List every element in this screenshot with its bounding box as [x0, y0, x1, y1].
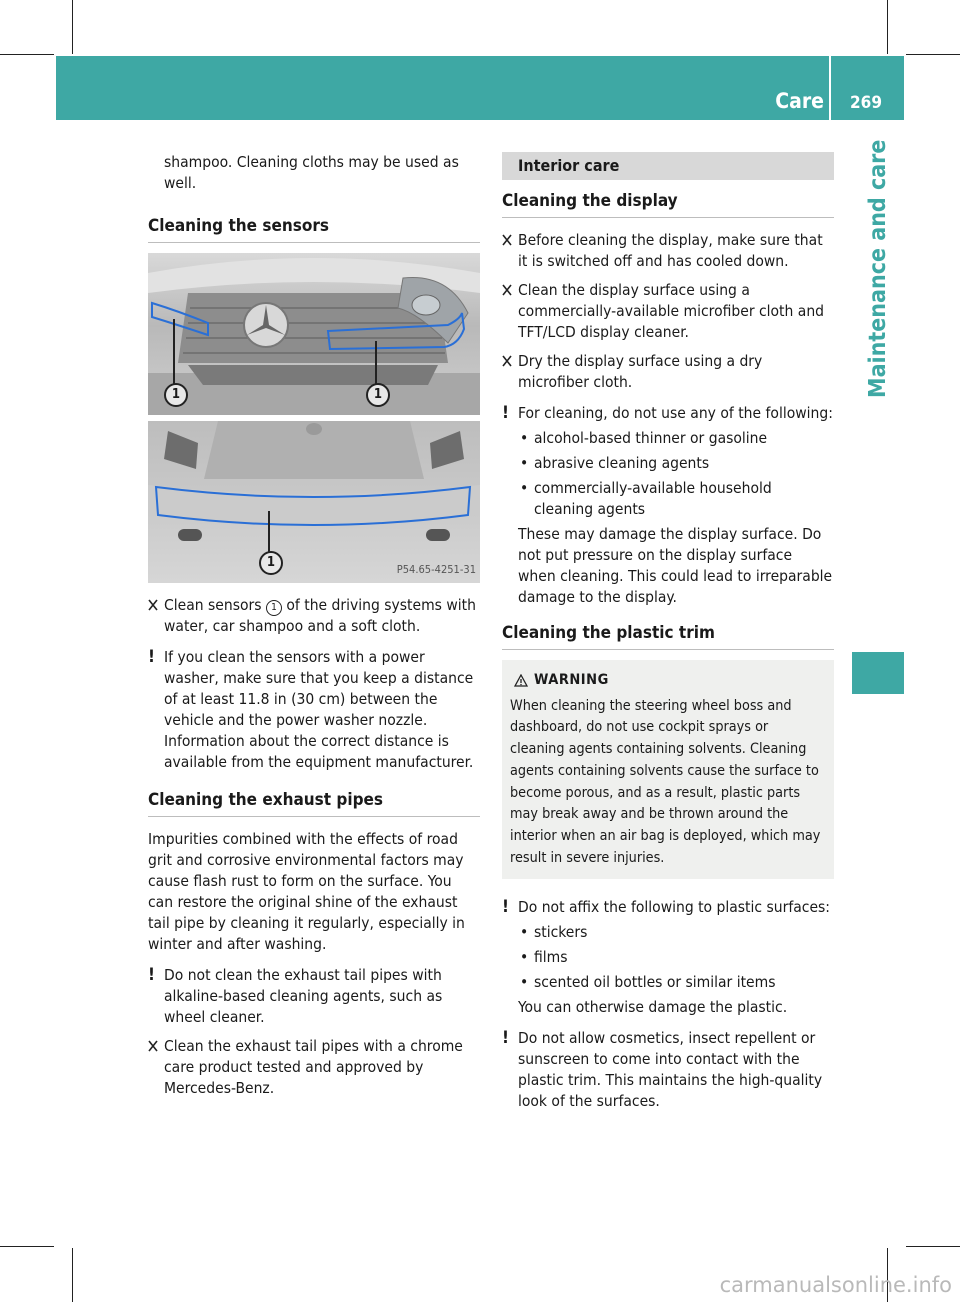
- step-arrow-icon: [502, 351, 512, 373]
- note-display: [502, 403, 834, 424]
- caution-icon: !: [502, 403, 509, 423]
- warning-triangle-icon: [514, 674, 528, 687]
- warning-text: When cleaning the steering wheel boss and dashboard, do not use cockpit sprays or cleaning agents containing solvents. Cleaning agents containing solvents cause the surface to become porous, and as a result, plastic parts may break away and be thrown around the interior when an air bag is deployed, which may result in severe injuries.: [510, 697, 821, 866]
- callout-number: 1: [171, 387, 181, 402]
- callout-number: 1: [266, 555, 276, 570]
- note-exhaust: [148, 965, 480, 1028]
- step-text: Clean the display surface using a commercially-available microfiber cloth and TFT/LCD display cleaner.: [518, 281, 825, 341]
- warning-label: WARNING: [534, 672, 609, 688]
- list-item-text: scented oil bottles or similar items: [534, 973, 776, 992]
- left-column: [148, 152, 480, 1099]
- note-text: Do not allow cosmetics, insect repellent or sunscreen to come into contact with the plastic trim. This maintains the high-quality look of the surfaces.: [518, 1029, 823, 1111]
- step-display-1: [502, 230, 834, 272]
- chapter-tab-marker: [852, 652, 904, 694]
- step-text: of the driving systems with water, car shampoo and a soft cloth.: [164, 596, 476, 635]
- step-arrow-icon: [502, 230, 512, 252]
- heading-cleaning-display: Cleaning the display: [502, 190, 834, 218]
- list-item: • abrasive cleaning agents: [520, 454, 710, 472]
- right-column: [502, 152, 834, 1112]
- chapter-tab-label: Maintenance and care: [865, 140, 891, 399]
- list-item: • films: [520, 948, 568, 967]
- step-display-3: [502, 351, 834, 393]
- header-separator: [829, 56, 831, 120]
- page-number: 269: [850, 93, 882, 113]
- warning-header: [510, 670, 826, 692]
- heading-cleaning-exhaust: Cleaning the exhaust pipes: [148, 789, 480, 817]
- note-affix-tail: You can otherwise damage the plastic.: [518, 998, 788, 1017]
- step-arrow-icon: [502, 280, 512, 302]
- step-clean-sensors: [148, 595, 480, 637]
- car-bumper-illustration: [148, 253, 480, 583]
- crop-mark: [72, 0, 73, 54]
- step-arrow-icon: [148, 595, 158, 617]
- note-affix: [502, 897, 834, 918]
- step-text: Before cleaning the display, make sure that it is switched off and has cooled down.: [518, 231, 823, 270]
- list-item: • stickers: [520, 923, 588, 942]
- footer-watermark[interactable]: carmanualsonline.info: [719, 1273, 952, 1297]
- step-display-2: [502, 280, 834, 343]
- crop-mark: [906, 1246, 960, 1247]
- note-display-tail: These may damage the display surface. Do not put pressure on the display surface when cleaning. This could lead to irreparable damage to the display.: [518, 525, 833, 606]
- note-text: If you clean the sensors with a power washer, make sure that you keep a distance of at least 11.8 in (30 cm) between the vehicle and the power washer nozzle. Information about the correct distance is available from the equipment manufacturer.: [164, 648, 474, 771]
- crop-mark: [906, 54, 960, 55]
- caution-icon: !: [502, 897, 509, 918]
- crop-mark: [887, 0, 888, 54]
- callout-marker: [164, 383, 188, 407]
- heading-cleaning-sensors: Cleaning the sensors: [148, 215, 480, 243]
- note-text: For cleaning, do not use any of the following:: [518, 404, 833, 422]
- list-item: • scented oil bottles or similar items: [520, 973, 776, 992]
- figure-code: P54.65-4251-31: [396, 563, 476, 576]
- list-item-text: films: [534, 948, 568, 967]
- note-text: Do not affix the following to plastic surfaces:: [518, 898, 830, 917]
- list-item-text: commercially-available household cleaning agents: [534, 479, 772, 518]
- caution-icon: !: [148, 647, 155, 667]
- callout-ref: 1: [266, 600, 282, 616]
- step-text: Clean sensors: [164, 596, 262, 614]
- sensor-figure: [148, 253, 480, 583]
- step-arrow-icon: [148, 1036, 158, 1058]
- list-item-text: abrasive cleaning agents: [534, 454, 710, 472]
- callout-marker: [259, 551, 283, 575]
- callout-number: 1: [373, 387, 383, 402]
- step-clean-exhaust: [148, 1036, 480, 1099]
- page-title: Care: [775, 89, 824, 113]
- caution-icon: !: [148, 965, 155, 985]
- list-item: • alcohol-based thinner or gasoline: [520, 429, 768, 447]
- note-power-washer: [148, 647, 480, 773]
- crop-mark: [0, 1246, 54, 1247]
- warning-box: [502, 660, 834, 879]
- note-cosmetics: [502, 1028, 834, 1112]
- step-text: Dry the display surface using a dry microfiber cloth.: [518, 352, 763, 391]
- note-text: Do not clean the exhaust tail pipes with alkaline-based cleaning agents, such as wheel cleaner.: [164, 966, 443, 1026]
- list-item-text: stickers: [534, 923, 588, 942]
- list-item: • commercially-available household cleaning agents: [520, 479, 772, 518]
- crop-mark: [0, 54, 54, 55]
- intro-text: shampoo. Cleaning cloths may be used as well.: [164, 153, 459, 192]
- callout-marker: [366, 383, 390, 407]
- exhaust-paragraph: Impurities combined with the effects of road grit and corrosive environmental factors may cause flash rust to form on the surface. You can restore the original shine of the exhaust tail pipe by cleaning it regularly, especially in winter and after washing.: [148, 830, 465, 953]
- crop-mark: [72, 1248, 73, 1302]
- section-title-interior-care: Interior care: [502, 152, 834, 180]
- step-text: Clean the exhaust tail pipes with a chrome care product tested and approved by Mercedes-Benz.: [164, 1037, 463, 1097]
- caution-icon: !: [502, 1028, 509, 1049]
- list-item-text: alcohol-based thinner or gasoline: [534, 429, 768, 447]
- heading-cleaning-plastic: Cleaning the plastic trim: [502, 622, 834, 650]
